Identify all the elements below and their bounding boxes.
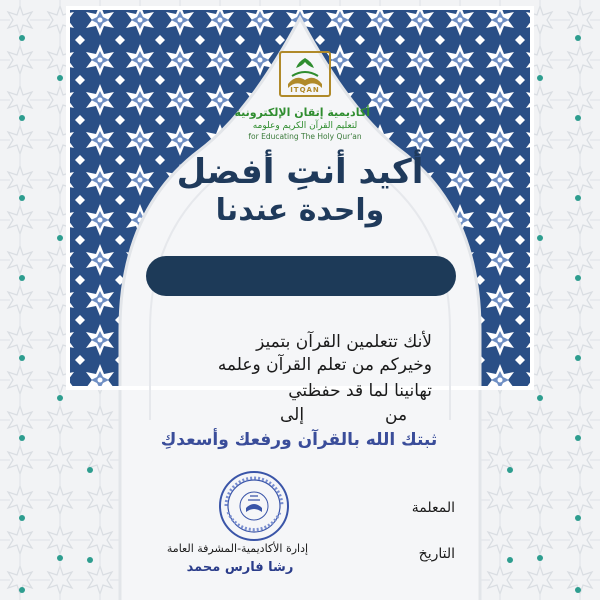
to-label: إلى bbox=[280, 405, 305, 425]
book-emblem-icon bbox=[240, 48, 370, 104]
body-line-1: لأنك تتعلمين القرآن بتميز bbox=[256, 332, 432, 352]
teacher-label: المعلمة bbox=[411, 500, 455, 516]
admin-signature-name: رشا فارس محمد bbox=[186, 560, 294, 575]
certificate-title-line2: واحدة عندنا bbox=[215, 193, 385, 228]
student-name-bar bbox=[146, 256, 456, 296]
logo-name-ar: أكاديمية إتقان الإلكترونية bbox=[234, 106, 370, 119]
admin-title: إدارة الأكاديمية-المشرفة العامة bbox=[166, 542, 309, 555]
body-line-3: تهانينا لما قد حفظتي bbox=[288, 381, 432, 401]
body-line-2: وخيركم من تعلم القرآن وعلمه bbox=[217, 355, 432, 375]
official-stamp-icon bbox=[218, 470, 290, 542]
date-label: التاريخ bbox=[418, 546, 455, 562]
from-label: من bbox=[385, 405, 408, 425]
logo-itqan-text: ITQAN bbox=[290, 86, 320, 94]
academy-logo bbox=[234, 48, 370, 148]
certificate-title-line1: أكيد أنتِ أفضل bbox=[176, 152, 424, 192]
prayer-text: ثبتك الله بالقرآن ورفعك وأسعدكِ bbox=[160, 430, 438, 450]
logo-tagline-ar: لتعليم القرآن الكريم وعلومه bbox=[252, 121, 358, 131]
logo-tagline-en: for Educating The Holy Qur'an bbox=[248, 132, 362, 141]
